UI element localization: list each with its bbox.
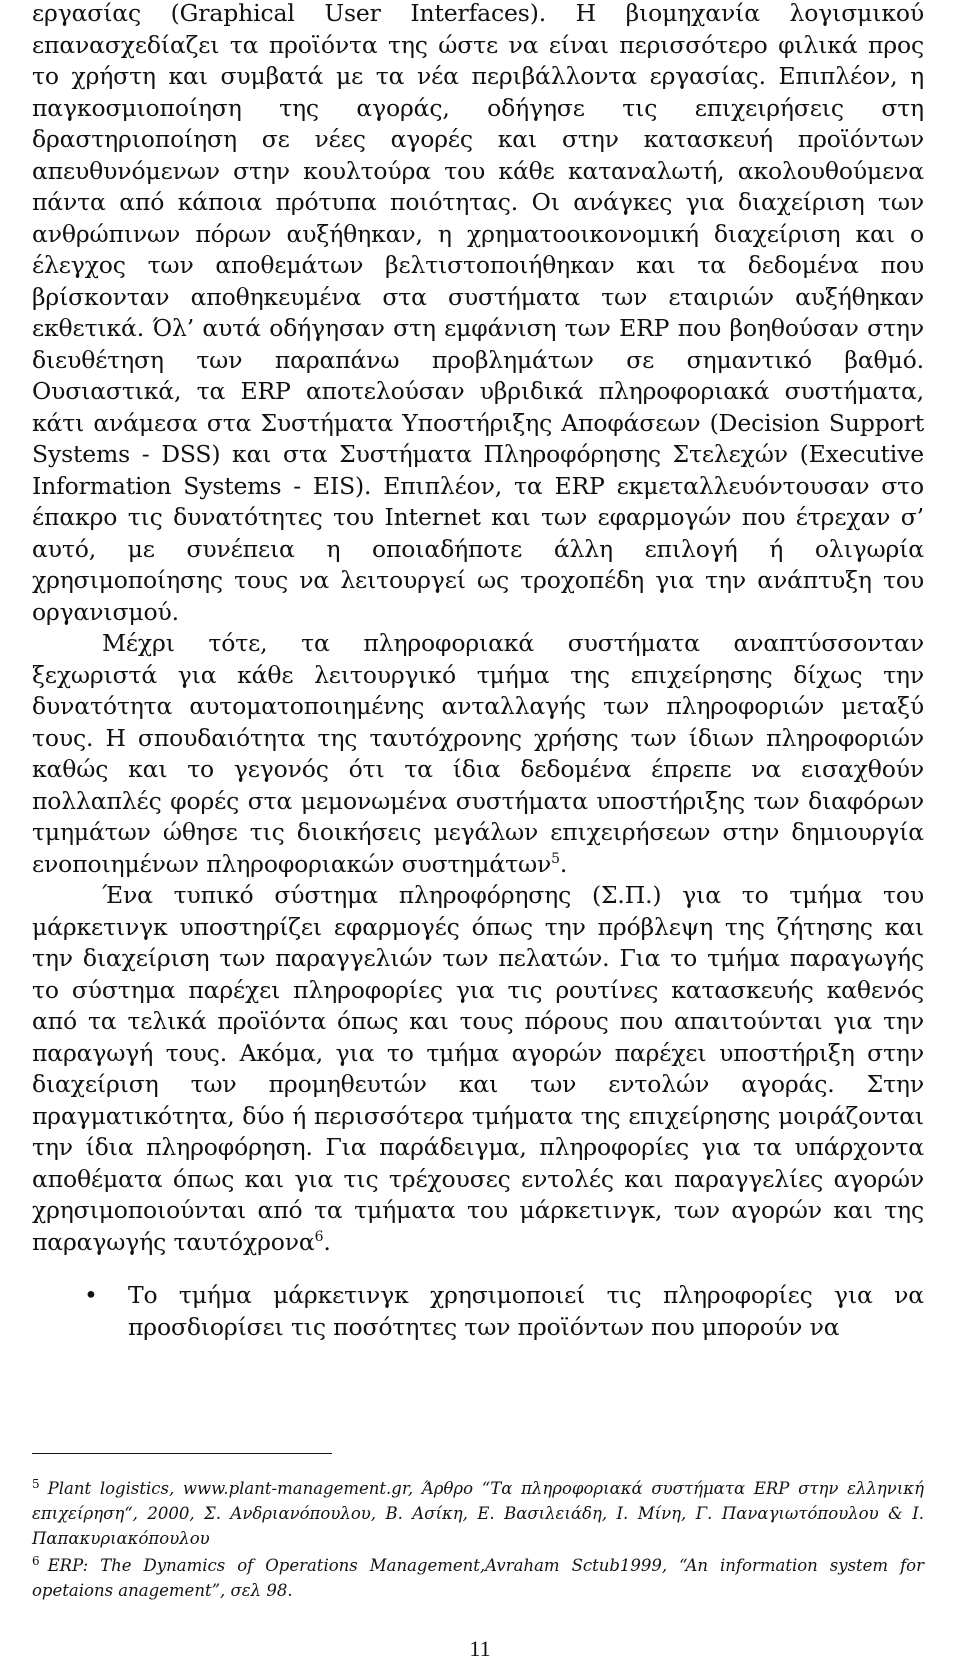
page-number: 11 <box>469 1636 491 1661</box>
footnote-reference[interactable]: 6 <box>314 1228 324 1245</box>
footnote-number: 6 <box>32 1553 40 1568</box>
list-item-text: Το τμήμα μάρκετινγκ χρησιμοποιεί τις πληροφορίες για να προσδιορίσει τις ποσότητες των προϊόντων που μπορούν να <box>128 1281 924 1341</box>
document-page <box>32 0 924 1343</box>
paragraph-end-punctuation: . <box>559 849 568 878</box>
paragraph-text: εργασίας (Graphical User Interfaces). Η βιομηχανία λογισμικού επανασχεδίαζει τα προϊόντα της ώστε να είναι περισσότερο φιλικά προς το χρήστη και συμβατά με τα νέα περιβάλλοντα εργασίας. Επιπλέον, η παγκοσμιοποίηση της αγοράς, οδήγησε τις επιχειρήσεις στη δραστηριοποίηση σε νέες αγορές και στην κατασκευή προϊόντων απευθυνόμενων στην κουλτούρα του κάθε καταναλωτή, ακολουθούμενα πάντα από κάποια πρότυπα ποιότητας. Οι ανάγκες για διαχείριση των ανθρώπινων πόρων αυξήθηκαν, η χρηματοοικονομική διαχείριση και ο έλεγχος των αποθεμάτων βελτιστοποιήθηκαν και τα δεδομένα που βρίσκονταν αποθηκευμένα στα συστήματα των εταιριών αυξήθηκαν εκθετικά. Όλ’ αυτά οδήγησαν στη εμφάνιση των ERP που βοηθούσαν στην διευθέτηση των παραπάνω προβλημάτων σε σημαντικό βαθμό. Ουσιαστικά, τα ERP αποτελούσαν υβριδικά πληροφοριακά συστήματα, κάτι ανάμεσα στα Συστήματα Υποστήριξης Αποφάσεων (Decision Support Systems - DSS) και στα Συστήματα Πληροφόρησης Στελεχών (Executive Information Systems - EIS). Επιπλέον, τα ERP εκμεταλλευόντουσαν στο έπακρο τις δυνατότητες του Internet και των εφαρμογών που έτρεχαν σ’ αυτό, με συνέπεια η οποιαδήποτε άλλη επιλογή ή ολιγωρία χρησιμοποίησης τους να λειτουργεί ως τροχοπέδη για την ανάπτυξη του οργανισμού. <box>32 0 924 626</box>
body-paragraph <box>32 880 924 1258</box>
list-item <box>32 1280 924 1343</box>
footnote-separator <box>32 1453 332 1454</box>
footnote-text: ERP: The Dynamics of Operations Management,Avraham Sctub1999, “An information system for opetaions anagement”, σελ 98. <box>32 1556 924 1600</box>
footnote-reference[interactable]: 5 <box>551 850 560 867</box>
footnote <box>32 1476 924 1551</box>
paragraph-end-punctuation: . <box>323 1227 331 1256</box>
footnote-number: 5 <box>32 1476 40 1491</box>
paragraph-text: Ένα τυπικό σύστημα πληροφόρησης (Σ.Π.) για το τμήμα του μάρκετινγκ υποστηρίζει εφαρμογές όπως την πρόβλεψη της ζήτησης και την διαχείριση των παραγγελιών των πελατών. Για το τμήμα παραγωγής το σύστημα παρέχει πληροφορίες για τις ρουτίνες κατασκευής καθενός από τα τελικά προϊόντα όπως και τους πόρους που απαιτούνται για την παραγωγή τους. Ακόμα, για το τμήμα αγορών παρέχει υποστήριξη στην διαχείριση των προμηθευτών και των εντολών αγοράς. Στην πραγματικότητα, δύο ή περισσότερα τμήματα της επιχείρησης μοιράζονται την ίδια πληροφόρηση. Για παράδειγμα, πληροφορίες για τα υπάρχοντα αποθέματα όπως και για τις τρέχουσες εντολές και παραγγελίες αγορών χρησιμοποιούνται από τα τμήματα του μάρκετινγκ, των αγορών και της παραγωγής ταυτόχρονα <box>32 881 924 1256</box>
footnote-text: Plant logistics, www.plant-management.gr, Άρθρο “Τα πληροφοριακά συστήματα ERP στην ελληνική επιχείρηση“, 2000, Σ. Ανδριανόπουλου, Β. Ασίκη, Ε. Βασιλειάδη, Ι. Μίνη, Γ. Παναγιωτόπουλου & Ι. Παπακυριακόπουλου <box>32 1479 924 1548</box>
bullet-list <box>32 1280 924 1343</box>
paragraph-text: Μέχρι τότε, τα πληροφοριακά συστήματα αναπτύσσονταν ξεχωριστά για κάθε λειτουργικό τμήμα της επιχείρησης δίχως την δυνατότητα αυτοματοποιημένης ανταλλαγής των πληροφοριών μεταξύ τους. Η σπουδαιότητα της ταυτόχρονης χρήσης των ίδιων πληροφοριών καθώς και το γεγονός ότι τα ίδια δεδομένα έπρεπε να εισαχθούν πολλαπλές φορές στα μεμονωμένα συστήματα υποστήριξης των διαφόρων τμημάτων ώθησε τις διοικήσεις μεγάλων επιχειρήσεων στην δημιουργία ενοποιημένων πληροφοριακών συστημάτων <box>32 629 924 878</box>
bullet-icon: • <box>84 1281 98 1309</box>
footnote <box>32 1553 924 1603</box>
body-paragraph <box>32 628 924 880</box>
body-paragraph <box>32 0 924 628</box>
footnotes-section <box>32 1453 924 1605</box>
